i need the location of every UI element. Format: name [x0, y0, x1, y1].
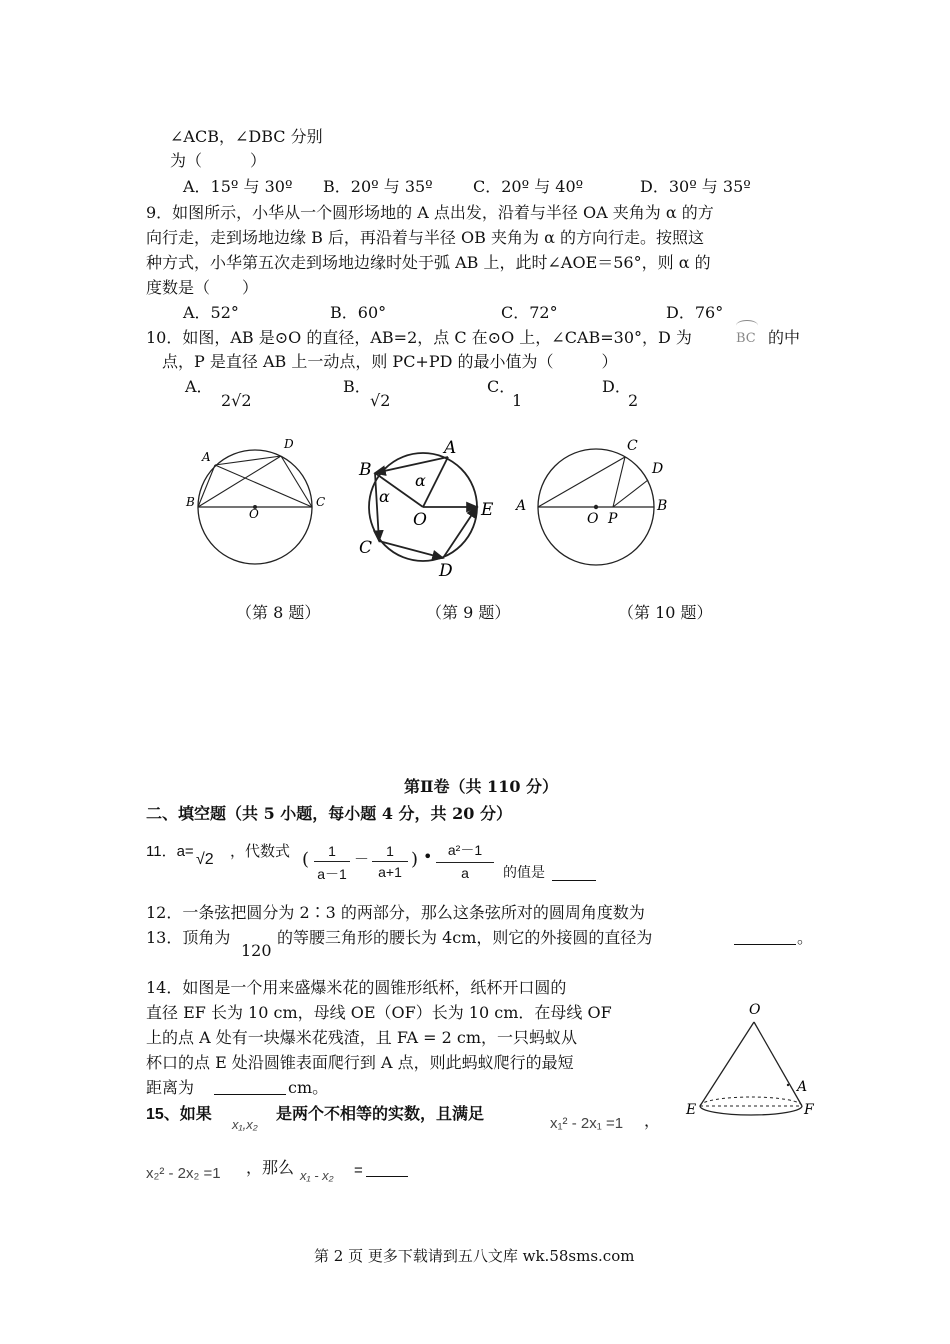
figure-10: [510, 430, 680, 590]
caption-fig10: （第 10 题）: [618, 603, 713, 622]
q11-suffix: 的值是: [503, 864, 545, 880]
caption-fig8: （第 8 题）: [236, 603, 321, 622]
q11-open-paren: (: [302, 849, 310, 870]
q11-frac3: [436, 840, 494, 881]
cone-label-a: A: [797, 1079, 808, 1095]
figure-9: [355, 435, 515, 585]
q8-option-a: A．15º 与 30º: [183, 177, 293, 196]
q11-close-paren: ): [411, 849, 419, 870]
q11-sqrt: √2: [196, 851, 214, 868]
q10-option-a-value: 2√2: [221, 391, 252, 410]
fig9-label-a: A: [444, 438, 457, 458]
arc-mark-icon: [736, 320, 758, 331]
q9-line1: 9．如图所示，小华从一个圆形场地的 A 点出发，沿着与半径 OA 夹角为 α 的方: [146, 203, 714, 222]
cone-generatrix-of: [754, 1022, 802, 1106]
q8-option-b: B．20º 与 35º: [323, 177, 433, 196]
q11-frac1: [314, 843, 350, 884]
fig9-label-b: B: [359, 460, 372, 480]
q14-answer-blank[interactable]: [214, 1078, 286, 1095]
q15-prefix: 15、如果: [146, 1106, 212, 1123]
q8-option-c: C．20º 与 40º: [473, 177, 584, 196]
section-heading: 二、填空题（共 5 小题，每小题 4 分，共 20 分）: [146, 804, 512, 823]
fig8-chord-dc: [281, 456, 312, 507]
page-footer: 第 2 页 更多下载请到五八文库 wk.58sms.com: [314, 1247, 635, 1265]
cone-base-back: [700, 1097, 802, 1106]
caption-fig9: （第 9 题）: [426, 603, 511, 622]
fig8-chord-ba: [198, 465, 215, 507]
q13-end: 。: [797, 928, 814, 947]
fig9-path-ab: [375, 457, 448, 473]
q9-line4: 度数是（ ）: [146, 278, 259, 297]
q10-option-c-value: 1: [512, 391, 523, 410]
cone-label-o: O: [749, 1002, 761, 1018]
q11-minus: －: [354, 851, 370, 868]
q10-option-b-value: √2: [370, 391, 391, 410]
fig10-label-a: A: [516, 498, 527, 514]
q11-answer-blank[interactable]: [552, 864, 596, 881]
fig8-chord-ad: [215, 456, 281, 465]
fig10-center-dot: [594, 505, 598, 509]
q15-vars: x₁,x₂: [232, 1117, 258, 1132]
fig9-path-de: [443, 507, 477, 558]
part2-title: 第Ⅱ卷（共 110 分）: [404, 777, 559, 796]
fig8-label-d: D: [284, 437, 294, 451]
q13-prefix: 13．顶角为: [146, 928, 231, 947]
q11-frac2-num: 1: [386, 843, 394, 859]
fig8-label-c: C: [316, 495, 326, 509]
q9-option-d: D．76°: [666, 303, 724, 322]
q10-arc-bc: [736, 328, 756, 350]
cone-figure: [680, 1000, 820, 1130]
fig8-label-o: O: [249, 507, 259, 521]
q9-line3: 种方式，小华第五次走到场地边缘时处于弧 AB 上，此时∠AOE＝56°，则 α 的: [146, 253, 711, 272]
q15-eqsign: =: [354, 1162, 363, 1179]
q10-option-d-value: 2: [628, 391, 639, 410]
cone-label-f: F: [804, 1102, 814, 1118]
q15-eq1: x₁² - 2x₁ =1: [550, 1115, 624, 1132]
figure-8: [180, 430, 340, 590]
q11-frac3-num: a²－1: [447, 842, 483, 858]
q10-line1: 10．如图，AB 是⊙O 的直径，AB=2，点 C 在⊙O 上，∠CAB=30°，D 为: [146, 328, 692, 347]
fig9-label-d: D: [439, 561, 453, 581]
q9-option-c: C．72°: [501, 303, 558, 322]
q9-option-b: B．60°: [330, 303, 387, 322]
fig10-label-b: B: [657, 498, 668, 514]
q11-frac1-den: a－1: [317, 866, 347, 882]
fig10-label-c: C: [627, 438, 638, 454]
q10-line2: 点，P 是直径 AB 上一动点，则 PC+PD 的最小值为（ ）: [162, 352, 618, 371]
q10-option-b-letter: B．: [343, 377, 371, 396]
fig10-label-d: D: [652, 461, 664, 477]
q10-arc-label: BC: [736, 331, 756, 346]
fig8-chord-ac: [215, 465, 312, 507]
cone-point-a: [787, 1084, 789, 1086]
q14-line3: 上的点 A 处有一块爆米花残渣，且 FA = 2 cm，一只蚂蚁从: [146, 1028, 578, 1047]
fig9-label-e: E: [481, 500, 494, 520]
q11-frac3-den: a: [461, 865, 469, 881]
q11-frac2-den: a+1: [378, 864, 402, 880]
cone-base-front: [700, 1106, 802, 1115]
q10-option-a-letter: A．: [185, 377, 213, 396]
q13-text: 的等腰三角形的腰长为 4cm，则它的外接圆的直径为: [277, 928, 653, 947]
q14-line1: 14．如图是一个用来盛爆米花的圆锥形纸杯，纸杯开口圆的: [146, 978, 567, 997]
cone-label-e: E: [686, 1102, 697, 1118]
cone-generatrix-oe: [700, 1022, 754, 1106]
q9-option-a: A．52°: [183, 303, 239, 322]
fig8-label-b: B: [186, 495, 195, 509]
q15-mid: 是两个不相等的实数，且满足: [276, 1106, 485, 1123]
q15-expr: x₁ - x₂: [300, 1168, 334, 1183]
fig9-label-alpha-b: α: [379, 487, 390, 506]
q14-last-suffix: cm。: [288, 1078, 329, 1097]
q11-prefix: 11．a=: [146, 843, 194, 860]
q9-line2: 向行走，走到场地边缘 B 后，再沿着与半径 OB 夹角为 α 的方向行走。按照这: [146, 228, 704, 247]
q11-frac1-num: 1: [328, 843, 336, 859]
q14-last-prefix: 距离为: [146, 1078, 195, 1097]
q11-dot: •: [423, 847, 433, 866]
q14-line4: 杯口的点 E 处沿圆锥表面爬行到 A 点，则此蚂蚁爬行的最短: [146, 1053, 574, 1072]
fig9-radius-oa: [423, 457, 448, 507]
fig9-label-c: C: [359, 538, 373, 558]
fig10-label-p: P: [608, 511, 618, 527]
q11-mid: ，代数式: [230, 843, 291, 860]
q15-eq2: x₂² - 2x₂ =1: [146, 1165, 221, 1182]
q15-then: ，那么: [246, 1158, 295, 1177]
q12-text: 12．一条弦把圆分为 2∶3 的两部分，那么这条弦所对的圆周角度数为: [146, 903, 645, 922]
fig10-label-o: O: [587, 511, 599, 527]
fig8-label-a: A: [202, 450, 211, 464]
q13-angle: 120: [241, 941, 272, 960]
q8-option-d: D．30º 与 35º: [640, 177, 751, 196]
q10-line1-end: 的中: [768, 328, 801, 347]
q11-frac2: [372, 843, 408, 880]
q15-answer-blank[interactable]: [366, 1160, 408, 1177]
fig10-chord-ac: [538, 457, 625, 507]
q8-line1: ∠ACB，∠DBC 分别: [170, 127, 323, 146]
fig9-path-bc: [375, 473, 379, 541]
q10-option-d-letter: D．: [602, 377, 631, 396]
fig9-label-alpha-a: α: [415, 471, 426, 490]
q14-line2: 直径 EF 长为 10 cm，母线 OE（OF）长为 10 cm．在母线 OF: [146, 1003, 612, 1022]
fig9-label-o: O: [413, 510, 427, 530]
q10-option-c-letter: C．: [487, 377, 516, 396]
q13-answer-blank[interactable]: [734, 928, 796, 945]
q8-line2: 为（ ）: [170, 151, 267, 170]
q15-comma: ，: [644, 1111, 661, 1130]
